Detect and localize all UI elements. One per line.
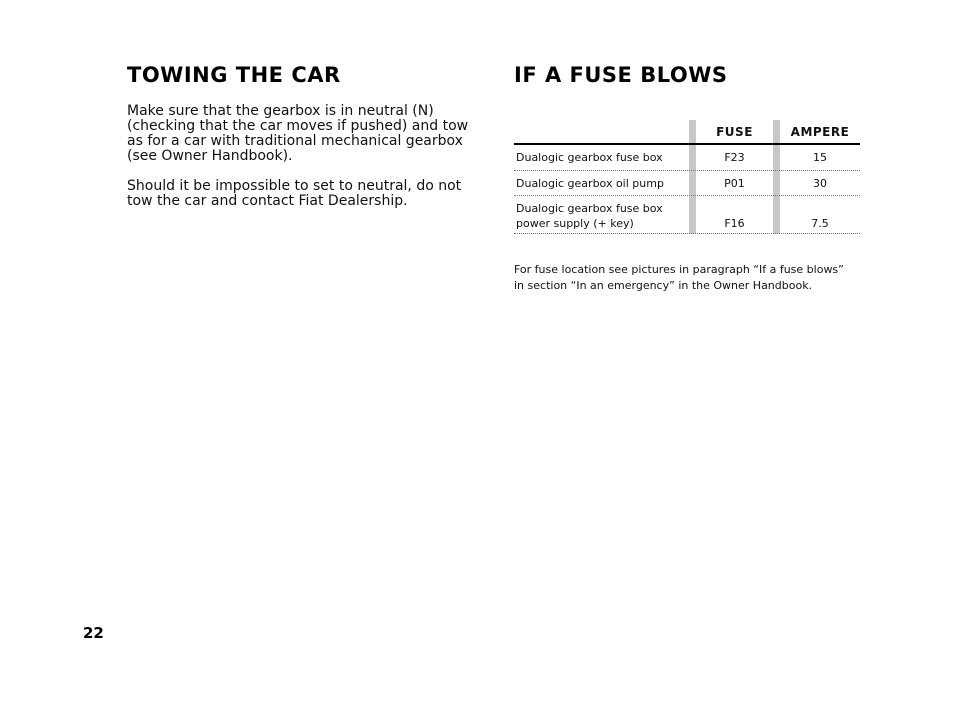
row-divider — [514, 195, 860, 196]
towing-paragraph-dealership: Should it be impossible to set to neutral, do not tow the car and contact Fiat Dealership. — [127, 178, 462, 209]
page-number: 22 — [83, 624, 104, 642]
table-row — [514, 150, 860, 165]
towing-section-title: TOWING THE CAR — [127, 63, 341, 87]
fuse-table — [514, 120, 860, 234]
row-description: Dualogic gearbox fuse box — [516, 151, 663, 164]
row-ampere: 15 — [813, 151, 827, 164]
fuse-column-header: FUSE — [716, 125, 753, 139]
row-description: Dualogic gearbox oil pump — [516, 177, 664, 190]
row-fuse: P01 — [724, 177, 745, 190]
towing-paragraph-neutral: Make sure that the gearbox is in neutral (N) (checking that the car moves if pushed) and tow as for a car with traditional mechanical gearbox (see Owner Handbook). — [127, 103, 469, 164]
header-rule — [514, 143, 860, 145]
row-divider — [514, 170, 860, 171]
ampere-column-header: AMPERE — [790, 125, 850, 139]
table-row — [514, 176, 860, 191]
row-description: Dualogic gearbox fuse box power supply (+ key) — [516, 202, 663, 230]
row-divider — [514, 233, 860, 234]
row-ampere: 30 — [813, 177, 827, 190]
row-ampere: 7.5 — [811, 217, 829, 230]
row-fuse: F16 — [724, 217, 745, 230]
row-fuse: F23 — [724, 151, 745, 164]
fuse-section-title: IF A FUSE BLOWS — [514, 63, 728, 87]
table-row — [514, 201, 860, 231]
fuse-location-note: For fuse location see pictures in paragraph “If a fuse blows” in section “In an emergency” in the Owner Handbook. — [514, 263, 844, 292]
